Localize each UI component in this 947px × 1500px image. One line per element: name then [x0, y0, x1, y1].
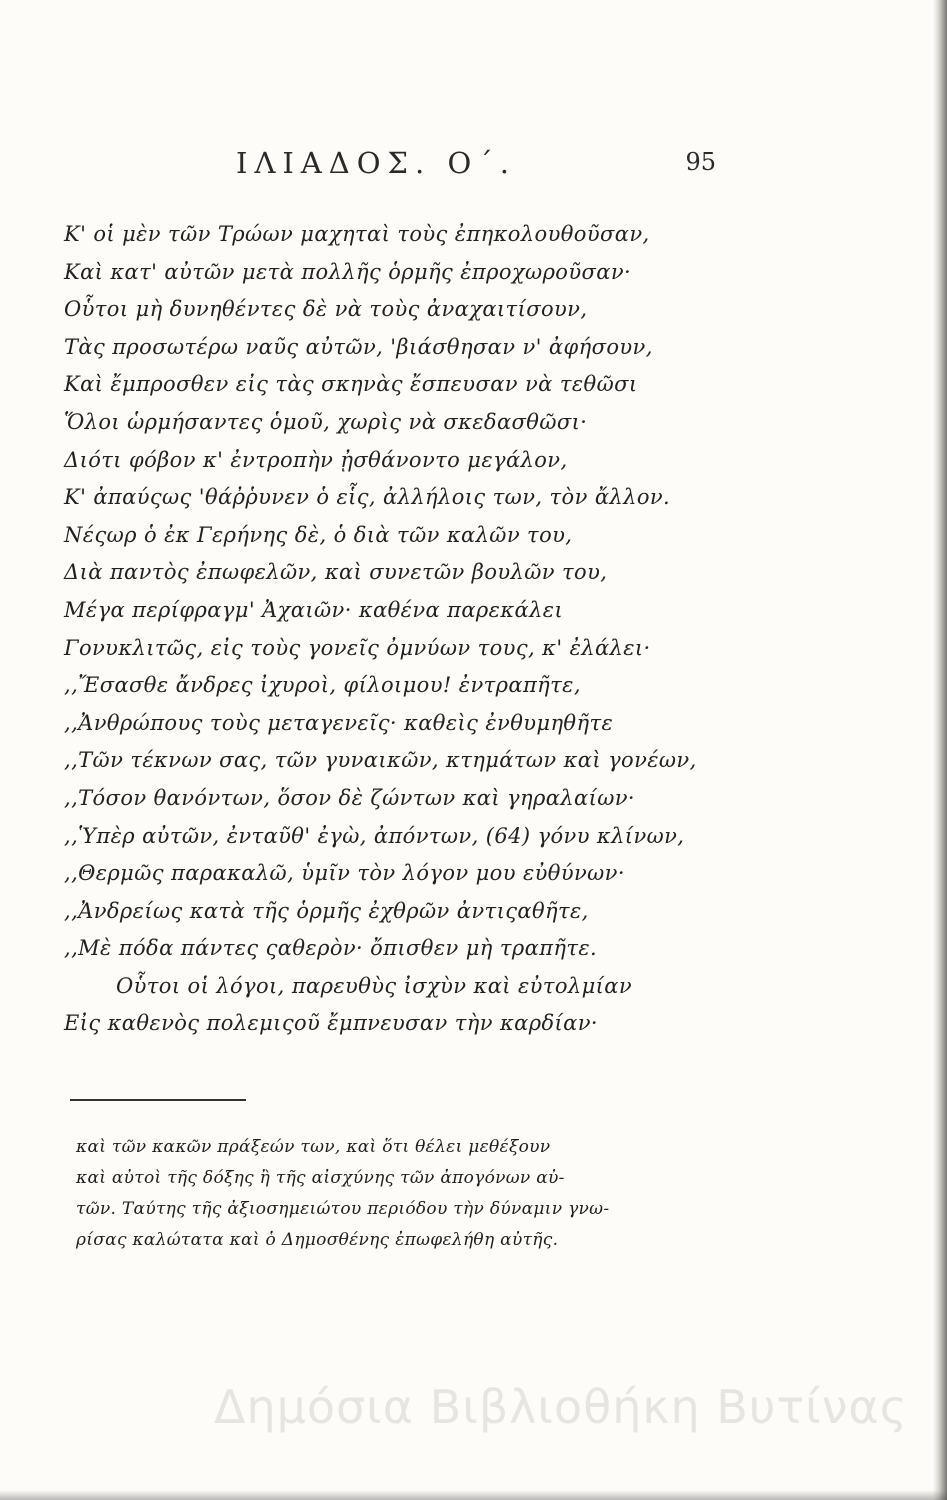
- verse-line: ,,Ἀνθρώπους τοὺς μεταγενεῖς· καθεὶς ἐνθυμηθῆτε: [64, 710, 614, 735]
- verse-line: Διὰ παντὸς ἐπωφελῶν, καὶ συνετῶν βουλῶν του,: [64, 560, 608, 585]
- footnote-block: [76, 1132, 896, 1256]
- verse-line: ,,Ἀνδρείως κατὰ τῆς ὁρμῆς ἐχθρῶν ἀντιςαθῆτε,: [64, 898, 589, 923]
- verse-line: Καὶ κατ' αὐτῶν μετὰ πολλῆς ὁρμῆς ἐπροχωροῦσαν·: [64, 259, 632, 284]
- verse-line: Κ' οἱ μὲν τῶν Τρώων μαχηταὶ τοὺς ἐπηκολουθοῦσαν,: [64, 222, 650, 246]
- verse-line: ,,Ὑπὲρ αὐτῶν, ἐνταῦθ' ἐγὼ, ἀπόντων, (64) γόνυ κλίνων,: [64, 823, 685, 848]
- verse-line: ,,Τῶν τέκνων σας, τῶν γυναικῶν, κτημάτων καὶ γονέων,: [64, 748, 697, 773]
- verse-line: Μέγα περίφραγμ' Ἀχαιῶν· καθένα παρεκάλει: [64, 597, 564, 622]
- verse-line: ,,Ἔσασθε ἄνδρες ἰχυροὶ, φίλοιμου! ἐντραπῆτε,: [64, 673, 581, 698]
- verse-line: ,,Μὲ πόδα πάντες ςαθερὸν· ὄπισθεν μὴ τραπῆτε.: [64, 936, 598, 961]
- verse-line: Τὰς προσωτέρω ναῦς αὐτῶν, 'βιάσθησαν ν' ἀφήσουν,: [64, 334, 653, 359]
- running-head: [236, 146, 716, 186]
- footnote-line: τῶν. Ταύτης τῆς ἀξιοσημειώτου περιόδου τὴν δύναμιν γνω-: [76, 1199, 610, 1219]
- verse-line: Νέςωρ ὁ ἐκ Γερήνης δὲ, ὁ διὰ τῶν καλῶν του,: [64, 522, 573, 547]
- footnote-line: καὶ τῶν κακῶν πράξεών των, καὶ ὅτι θέλει μεθέξουν: [76, 1137, 551, 1157]
- footnote-rule: [70, 1099, 246, 1101]
- page-number: 95: [685, 148, 716, 176]
- verse-line: Κ' ἀπαύςως 'θάῤῥυνεν ὁ εἷς, ἀλλήλοις των, τὸν ἄλλον.: [64, 485, 671, 510]
- verse-line: Καὶ ἔμπροσθεν εἰς τὰς σκηνὰς ἔσπευσαν νὰ τεθῶσι: [64, 372, 638, 397]
- verse-line: ,,Θερμῶς παρακαλῶ, ὑμῖν τὸν λόγον μου εὐθύνων·: [64, 861, 625, 886]
- page-bottom-shadow: [0, 1490, 947, 1500]
- verse-line: Γονυκλιτῶς, εἰς τοὺς γονεῖς ὀμνύων τους, κ' ἐλάλει·: [64, 635, 651, 660]
- verse-line: Ὅλοι ὡρμήσαντες ὁμοῦ, χωρὶς νὰ σκεδασθῶσι·: [64, 409, 588, 434]
- verse-block: [64, 216, 904, 1043]
- footnote-line: ρίσας καλώτατα καὶ ὁ Δημοσθένης ἐπωφελήθη αὐτῆς.: [76, 1230, 559, 1250]
- verse-line: Οὗτοι μὴ δυνηθέντες δὲ νὰ τοὺς ἀναχαιτίσουν,: [64, 297, 588, 322]
- verse-line: ,,Τόσον θανόντων, ὅσον δὲ ζώντων καὶ γηραλαίων·: [64, 785, 635, 810]
- library-watermark: Δημόσια Βιβλιοθήκη Βυτίνας: [214, 1380, 908, 1434]
- running-head-title: ΙΛΙΑΔΟΣ. Ο΄.: [236, 146, 516, 180]
- footnote-line: καὶ αὐτοὶ τῆς δόξης ἢ τῆς αἰσχύνης τῶν ἀπογόνων αὐ-: [76, 1168, 565, 1188]
- verse-line: Εἰς καθενὸς πολεμιςοῦ ἔμπνευσαν τὴν καρδίαν·: [64, 1011, 598, 1036]
- verse-line: Οὗτοι οἱ λόγοι, παρευθὺς ἰσχὺν καὶ εὐτολμίαν: [116, 973, 633, 998]
- page-edge-shadow: [933, 0, 947, 1500]
- verse-line: Διότι φόβον κ' ἐντροπὴν ᾐσθάνοντο μεγάλον,: [64, 447, 568, 472]
